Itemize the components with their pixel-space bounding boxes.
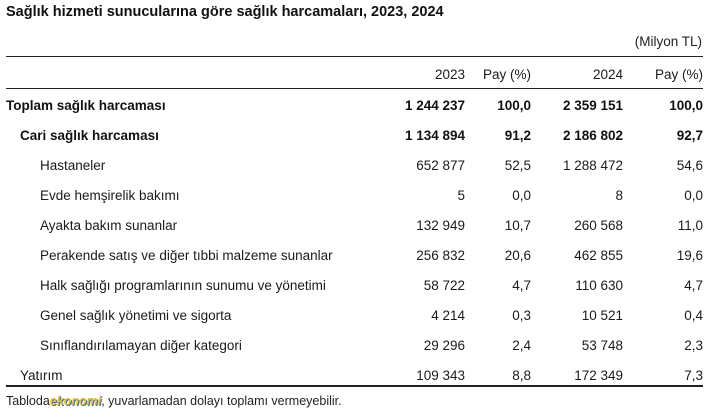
top-rule [6,56,703,57]
value-2023: 132 949 [416,218,465,233]
share-2024: 19,6 [676,248,703,263]
share-2023: 52,5 [504,158,531,173]
share-2024: 0,0 [684,188,703,203]
row-label: Perakende satış ve diğer tıbbi malzeme sunanlar [40,248,333,263]
value-2024: 53 748 [581,338,623,353]
table-row [6,216,703,236]
value-2023: 256 832 [416,248,465,263]
value-2023: 29 296 [423,338,465,353]
row-label: Evde hemşirelik bakımı [40,188,180,203]
row-label: Sınıflandırılamayan diğer kategori [40,338,242,353]
value-2024: 10 521 [581,308,623,323]
value-2023: 1 244 237 [404,98,465,113]
share-2023: 0,3 [512,308,531,323]
table-row [6,186,703,206]
share-2023: 8,8 [512,368,531,383]
share-2023: 4,7 [512,278,531,293]
share-2024: 54,6 [676,158,703,173]
row-label: Halk sağlığı programlarının sunumu ve yönetimi [40,278,326,293]
value-2023: 58 722 [423,278,465,293]
value-2023: 5 [457,188,465,203]
value-2024: 260 568 [574,218,623,233]
bottom-rule [6,385,703,387]
share-2024: 4,7 [684,278,703,293]
table-row [6,336,703,356]
share-2024: 92,7 [676,128,703,143]
value-2023: 1 134 894 [404,128,465,143]
value-2023: 4 214 [431,308,465,323]
unit-label: (Milyon TL) [634,34,702,49]
table-row [6,156,703,176]
row-label: Genel sağlık yönetimi ve sigorta [40,308,232,323]
share-2023: 2,4 [512,338,531,353]
value-2024: 2 186 802 [562,128,623,143]
table-row [6,276,703,296]
share-2024: 11,0 [677,218,703,233]
header-rule [6,88,703,89]
value-2024: 8 [615,188,623,203]
value-2024: 1 288 472 [562,158,623,173]
row-label: Ayakta bakım sunanlar [40,218,178,233]
share-2024: 7,3 [684,368,703,383]
header-2024: 2024 [592,67,623,82]
share-2024: 0,4 [684,308,703,323]
share-2024: 100,0 [669,98,703,113]
table-header [6,65,703,85]
table-row [6,306,703,326]
row-label: Toplam sağlık harcaması [6,98,166,113]
watermark-logo: ekonomi [49,394,102,408]
value-2024: 2 359 151 [562,98,623,113]
table-row [6,246,703,266]
header-2023: 2023 [434,67,465,82]
share-2023: 10,7 [504,218,531,233]
table-row [6,96,703,116]
row-label: Hastaneler [40,158,106,173]
footnote [6,394,342,408]
share-2024: 2,3 [684,338,703,353]
share-2023: 0,0 [512,188,531,203]
value-2023: 652 877 [416,158,465,173]
value-2024: 172 349 [574,368,623,383]
table-title: Sağlık hizmeti sunucularına göre sağlık harcamaları, 2023, 2024 [6,4,444,20]
header-share-2024: Pay (%) [654,67,703,82]
value-2023: 109 343 [416,368,465,383]
row-label: Yatırım [20,368,63,383]
share-2023: 100,0 [497,98,531,113]
table-row [6,126,703,146]
table-row [6,366,703,386]
footnote-text: , yuvarlamadan dolayı toplamı vermeyebilir. [101,394,342,408]
header-share-2023: Pay (%) [482,67,531,82]
value-2024: 462 855 [574,248,623,263]
share-2023: 91,2 [504,128,531,143]
value-2024: 110 630 [575,278,623,293]
footnote-prefix: Tabloda [6,394,50,408]
share-2023: 20,6 [504,248,531,263]
row-label: Cari sağlık harcaması [20,128,159,143]
